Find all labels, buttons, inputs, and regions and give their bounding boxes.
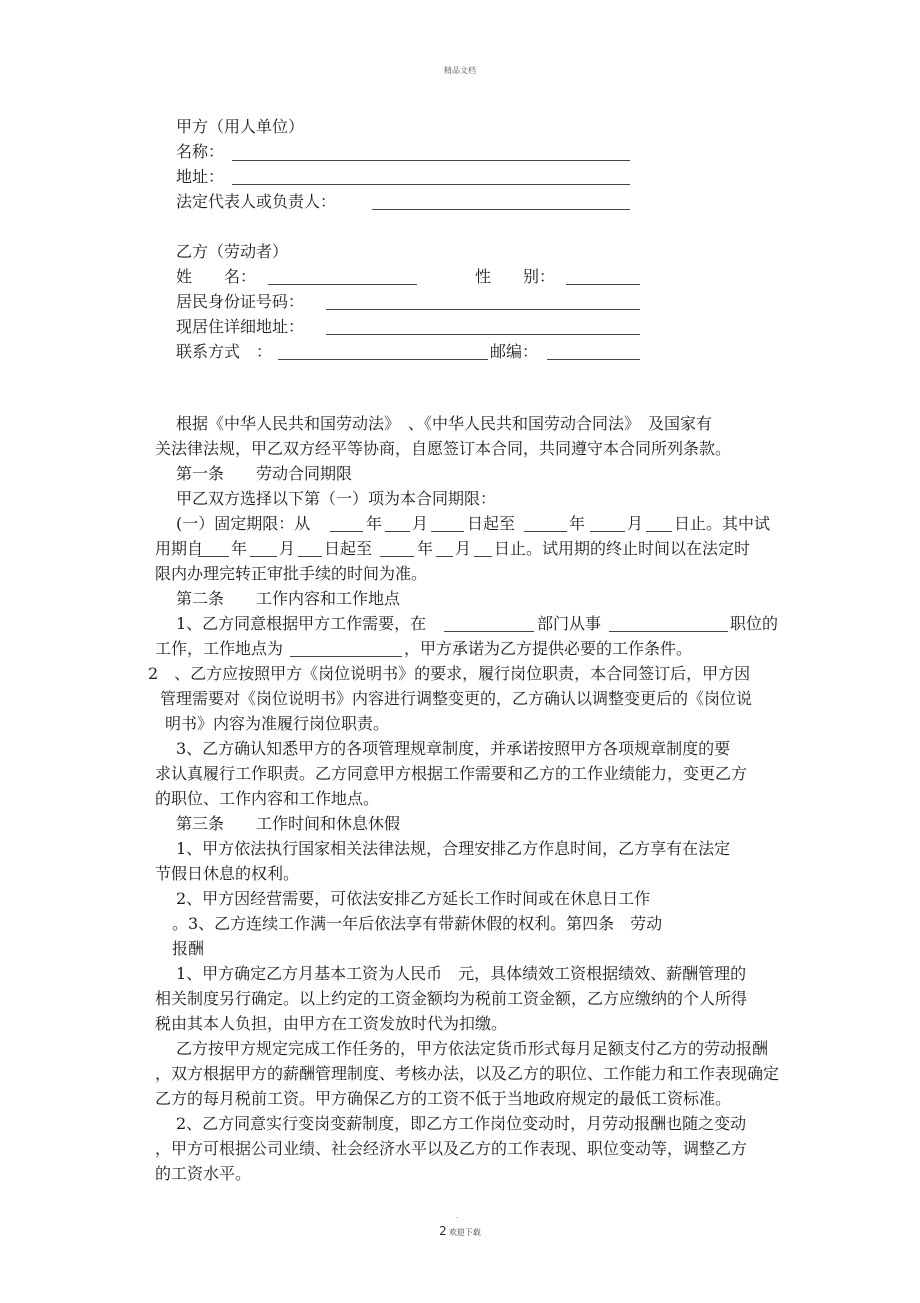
article-3-p1-line2: 节假日休息的权利。 (155, 864, 300, 883)
party-a-name-blank[interactable] (232, 160, 630, 161)
trial-end-day-suffix: 日止。试用期的终止时间以在法定时 (494, 539, 751, 558)
article-3-title: 第三条 工作时间和休息休假 (176, 814, 401, 833)
trial-end-year-blank[interactable] (380, 556, 414, 557)
trial-start-year-suffix: 年 (231, 539, 248, 558)
party-b-postcode-label: 邮编： (490, 342, 539, 361)
article-2-p1-part1: 1、乙方同意根据甲方工作需要，在 (176, 614, 427, 633)
article-3-p2: 2、甲方因经营需要，可依法安排乙方延长工作时间或在休息日工作 (176, 889, 651, 908)
article-4-p2-line3: 乙方的每月税前工资。甲方确保乙方的工资不低于当地政府规定的最低工资标准。 (155, 1089, 732, 1108)
article-3-p3: 。3、乙方连续工作满一年后依法享有带薪休假的权利。第四条 劳动 (172, 914, 663, 933)
intro-line-1: 根据《中华人民共和国劳动法》 、《中华人民共和国劳动合同法》 及国家有 (176, 414, 713, 433)
party-a-rep-label: 法定代表人或负责人： (176, 192, 337, 211)
trial-end-month-suffix: 月 (455, 539, 472, 558)
party-b-title: 乙方（劳动者） (176, 242, 289, 261)
article-4-p1-line3: 税由其本人负担，由甲方在工资发放时代为扣缴。 (155, 1014, 508, 1033)
trial-label: 用期自 (155, 539, 204, 558)
article-2-p3-line3: 的职位、工作内容和工作地点。 (155, 789, 380, 808)
party-a-name-label: 名称： (176, 142, 225, 161)
article-4-p3-line3: 的工资水平。 (155, 1164, 252, 1183)
party-a-rep-blank[interactable] (372, 209, 630, 210)
article-2-p2-line2: 管理需要对《岗位说明书》内容进行调整变更的，乙方确认以调整变更后的《岗位说 (160, 689, 753, 708)
end-year-blank[interactable] (524, 531, 567, 532)
trial-start-year-blank[interactable] (198, 556, 229, 557)
party-a-address-label: 地址： (176, 167, 225, 186)
article-1-title: 第一条 劳动合同期限 (176, 464, 353, 483)
footer-mark: . (456, 1211, 459, 1220)
article-2-p3-line2: 求认真履行工作职责。乙方同意甲方根据工作需要和乙方的工作业绩能力，变更乙方 (155, 764, 748, 783)
fixed-term-label: (一）固定期限：从 (176, 514, 311, 533)
article-3-p1-line1: 1、甲方依法执行国家相关法律法规，合理安排乙方作息时间，乙方享有在法定 (176, 839, 731, 858)
party-b-gender-blank[interactable] (566, 284, 640, 285)
article-2-p1-part5: ，甲方承诺为乙方提供必要的工作条件。 (404, 639, 693, 658)
start-year-blank[interactable] (330, 531, 363, 532)
article-4-p3-line1: 2、乙方同意实行变岗变薪制度，即乙方工作岗位变动时，月劳动报酬也随之变动 (176, 1114, 747, 1133)
article-2-p1-part3: 职位的 (730, 614, 779, 633)
end-day-blank[interactable] (646, 531, 672, 532)
trial-start-day-blank[interactable] (298, 556, 322, 557)
end-year-suffix: 年 (569, 514, 586, 533)
end-month-blank[interactable] (590, 531, 625, 532)
start-year-suffix: 年 (366, 514, 383, 533)
article-2-p3-line1: 3、乙方确认知悉甲方的各项管理规章制度，并承诺按照甲方各项规章制度的要 (176, 739, 731, 758)
trial-end-month-blank[interactable] (436, 556, 453, 557)
article-4-title-continued: 报酬 (172, 939, 205, 958)
party-b-name-label: 姓 名： (176, 267, 257, 286)
trial-end-day-blank[interactable] (474, 556, 492, 557)
page-number: 2 (439, 1224, 447, 1238)
trial-start-month-blank[interactable] (250, 556, 277, 557)
article-4-p2-line2: ，双方根据甲方的薪酬管理制度、考核办法，以及乙方的职位、工作能力和工作表现确定 (155, 1064, 780, 1083)
end-month-suffix: 月 (627, 514, 644, 533)
article-4-p1-line1: 1、甲方确定乙方月基本工资为人民币 元，具体绩效工资根据绩效、薪酬管理的 (176, 964, 747, 983)
party-b-postcode-blank[interactable] (547, 359, 640, 360)
page-footer (0, 1211, 920, 1239)
article-1-p1: 甲乙双方选择以下第（一）项为本合同期限： (176, 489, 497, 508)
work-location-blank[interactable] (290, 656, 402, 657)
party-b-id-blank[interactable] (326, 309, 640, 310)
party-b-gender-label: 性 别： (475, 267, 556, 286)
start-day-suffix: 日起至 (467, 514, 516, 533)
trial-end-year-suffix: 年 (417, 539, 434, 558)
party-b-id-label: 居民身份证号码： (176, 292, 305, 311)
start-month-suffix: 月 (412, 514, 429, 533)
party-a-address-blank[interactable] (232, 184, 630, 185)
article-2-p2-line1: 2 、乙方应按照甲方《岗位说明书》的要求，履行岗位职责，本合同签订后，甲方因 (148, 664, 751, 683)
footer-label: 欢迎下载 (448, 1228, 481, 1237)
article-4-p2-line1: 乙方按甲方规定完成工作任务的，甲方依法定货币形式每月足额支付乙方的劳动报酬 (176, 1039, 769, 1058)
party-b-contact-blank[interactable] (278, 359, 488, 360)
party-b-residence-label: 现居住详细地址： (176, 317, 305, 336)
party-b-contact-label: 联系方式 ： (176, 342, 273, 361)
position-blank[interactable] (609, 631, 728, 632)
article-2-p1-part4: 工作，工作地点为 (155, 639, 284, 658)
article-1-p3: 限内办理完转正审批手续的时间为准。 (155, 564, 428, 583)
department-blank[interactable] (444, 631, 534, 632)
party-a-title: 甲方（用人单位） (176, 117, 305, 136)
trial-start-month-suffix: 月 (279, 539, 296, 558)
trial-start-day-suffix: 日起至 (324, 539, 373, 558)
end-day-suffix: 日止。其中试 (674, 514, 771, 533)
article-4-p3-line2: ，甲方可根据公司业绩、社会经济水平以及乙方的工作表现、职位变动等，调整乙方 (155, 1139, 748, 1158)
start-month-blank[interactable] (385, 531, 410, 532)
party-b-name-blank[interactable] (268, 284, 417, 285)
article-2-p1-part2: 部门从事 (537, 614, 602, 633)
intro-line-2: 关法律法规，甲乙双方经平等协商，自愿签订本合同，共同遵守本合同所列条款。 (155, 439, 732, 458)
article-2-p2-line3: 明书》内容为准履行岗位职责。 (165, 714, 390, 733)
start-day-blank[interactable] (431, 531, 464, 532)
article-2-title: 第二条 工作内容和工作地点 (176, 589, 401, 608)
page-header-label: 精品文档 (444, 66, 476, 75)
party-b-residence-blank[interactable] (326, 334, 640, 335)
article-4-p1-line2: 相关制度另行确定。以上约定的工资金额均为税前工资金额，乙方应缴纳的个人所得 (155, 989, 748, 1008)
